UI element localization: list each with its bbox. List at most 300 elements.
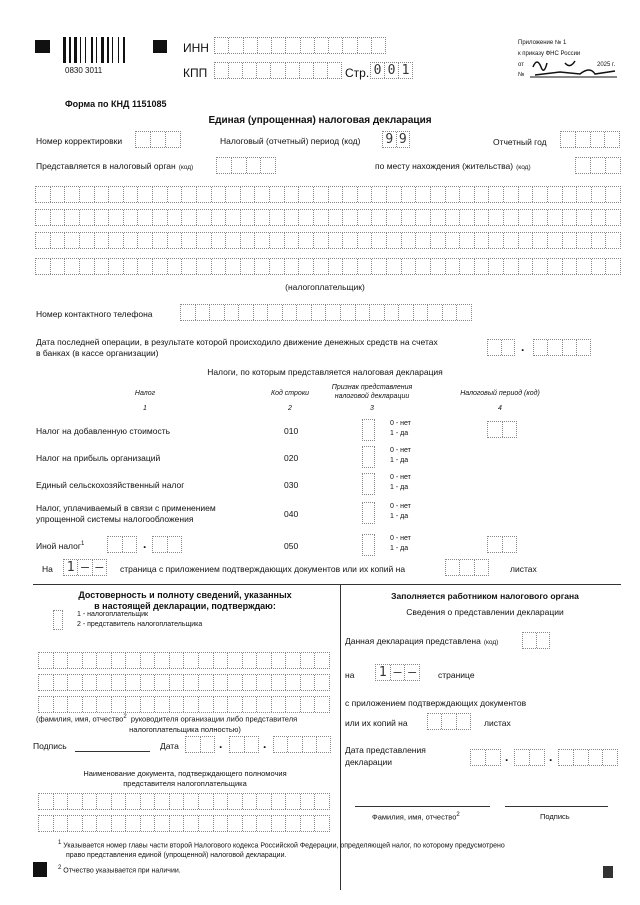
cell[interactable] [126, 653, 141, 668]
submission-code-field[interactable] [522, 632, 550, 649]
cell[interactable] [606, 259, 620, 274]
cell[interactable] [315, 675, 329, 690]
cell[interactable] [343, 210, 358, 225]
cell[interactable] [270, 210, 285, 225]
cell[interactable] [537, 633, 550, 648]
cell[interactable] [170, 675, 185, 690]
date-year-field[interactable] [273, 736, 331, 753]
taxpayer-name-row[interactable] [35, 232, 621, 249]
cell[interactable] [328, 63, 341, 78]
cell[interactable] [228, 675, 243, 690]
cell[interactable] [297, 305, 312, 320]
cell[interactable] [606, 210, 620, 225]
cell[interactable] [519, 233, 534, 248]
cell[interactable] [210, 305, 225, 320]
cell[interactable] [155, 675, 170, 690]
cell[interactable] [126, 697, 141, 712]
cell[interactable] [199, 697, 214, 712]
cell[interactable] [561, 132, 576, 147]
cell[interactable] [51, 259, 66, 274]
cell[interactable] [212, 233, 227, 248]
cell[interactable] [241, 233, 256, 248]
taxpayer-name-row[interactable] [35, 258, 621, 275]
cell[interactable] [402, 233, 417, 248]
cell[interactable] [228, 697, 243, 712]
cell[interactable] [515, 750, 530, 765]
cell[interactable] [124, 210, 139, 225]
cell[interactable] [592, 233, 607, 248]
cell[interactable] [199, 653, 214, 668]
cell[interactable] [83, 653, 98, 668]
cell[interactable] [577, 259, 592, 274]
cell[interactable] [243, 794, 258, 809]
cell[interactable] [326, 305, 341, 320]
cell[interactable] [372, 210, 387, 225]
cell[interactable] [314, 259, 329, 274]
cell[interactable] [68, 675, 83, 690]
cell[interactable] [95, 187, 110, 202]
cell[interactable] [489, 259, 504, 274]
cell[interactable] [475, 210, 490, 225]
cell[interactable] [533, 187, 548, 202]
cell[interactable] [214, 653, 229, 668]
cell[interactable] [428, 305, 443, 320]
cell[interactable] [446, 187, 461, 202]
cell[interactable] [548, 187, 563, 202]
cell[interactable] [255, 259, 270, 274]
cell[interactable] [270, 187, 285, 202]
cell[interactable] [80, 187, 95, 202]
cell[interactable] [329, 210, 344, 225]
cell[interactable] [97, 794, 112, 809]
cell[interactable] [182, 210, 197, 225]
cell[interactable] [519, 187, 534, 202]
cell[interactable] [475, 259, 490, 274]
cell[interactable] [272, 794, 287, 809]
cell[interactable] [184, 816, 199, 831]
cell[interactable] [372, 38, 385, 53]
sheets-count-field[interactable] [445, 559, 489, 576]
cell[interactable] [488, 422, 503, 437]
cell[interactable] [199, 675, 214, 690]
cell[interactable] [141, 816, 156, 831]
cell[interactable] [519, 210, 534, 225]
cell[interactable] [109, 210, 124, 225]
cell[interactable] [519, 259, 534, 274]
cell[interactable] [303, 737, 317, 752]
cell[interactable] [274, 737, 288, 752]
cell[interactable] [123, 537, 137, 552]
tax-period-code-field[interactable] [487, 536, 517, 553]
cell[interactable] [402, 187, 417, 202]
cell[interactable] [372, 187, 387, 202]
cell[interactable] [489, 210, 504, 225]
cell[interactable] [286, 653, 301, 668]
cell[interactable] [241, 259, 256, 274]
cell[interactable] [603, 750, 617, 765]
cell[interactable] [68, 697, 83, 712]
cell[interactable] [343, 233, 358, 248]
cell[interactable] [548, 233, 563, 248]
cell[interactable] [168, 259, 183, 274]
cell[interactable] [363, 474, 374, 494]
cell[interactable] [591, 132, 606, 147]
cell[interactable] [460, 210, 475, 225]
cell[interactable] [387, 210, 402, 225]
cell[interactable] [182, 187, 197, 202]
fio-line[interactable] [355, 806, 490, 807]
cell[interactable] [257, 816, 272, 831]
cell[interactable] [343, 259, 358, 274]
cell[interactable] [576, 132, 591, 147]
cell[interactable] [606, 233, 620, 248]
cell[interactable] [288, 737, 302, 752]
cell[interactable] [286, 697, 301, 712]
cell[interactable] [446, 210, 461, 225]
cell[interactable] [170, 697, 185, 712]
cell[interactable] [270, 233, 285, 248]
cell[interactable] [228, 653, 243, 668]
cell[interactable] [574, 750, 589, 765]
last-operation-month-field[interactable] [487, 339, 515, 356]
cell[interactable] [170, 816, 185, 831]
cell[interactable] [471, 750, 486, 765]
cell[interactable] [317, 737, 330, 752]
cell[interactable] [228, 816, 243, 831]
cell[interactable] [502, 340, 515, 355]
cell[interactable] [285, 210, 300, 225]
submission-flag-field[interactable] [362, 446, 375, 468]
cell[interactable] [141, 697, 156, 712]
cell[interactable] [301, 38, 315, 53]
signer-type-field[interactable] [53, 610, 63, 630]
cell[interactable] [68, 653, 83, 668]
signature-line[interactable] [75, 751, 150, 752]
cell[interactable] [68, 794, 83, 809]
cell[interactable] [226, 210, 241, 225]
cell[interactable] [228, 794, 243, 809]
cell[interactable] [475, 233, 490, 248]
cell[interactable] [197, 233, 212, 248]
cell[interactable] [155, 794, 170, 809]
cell[interactable] [54, 653, 69, 668]
cell[interactable] [446, 233, 461, 248]
cell[interactable] [97, 697, 112, 712]
cell[interactable] [314, 63, 328, 78]
cell[interactable] [402, 259, 417, 274]
other-tax-article-field[interactable] [152, 536, 182, 553]
cell[interactable] [255, 210, 270, 225]
cell[interactable] [124, 187, 139, 202]
cell[interactable] [387, 233, 402, 248]
cell[interactable] [315, 794, 329, 809]
cell[interactable] [343, 38, 357, 53]
document-name-row[interactable] [38, 815, 330, 832]
cell[interactable] [577, 187, 592, 202]
cell[interactable] [126, 816, 141, 831]
cell[interactable] [184, 794, 199, 809]
cell[interactable] [488, 537, 503, 552]
cell[interactable] [215, 63, 229, 78]
cell[interactable] [358, 259, 373, 274]
cell[interactable] [576, 158, 591, 173]
cell[interactable] [229, 63, 243, 78]
cell[interactable] [548, 259, 563, 274]
cell[interactable] [272, 697, 287, 712]
cell[interactable] [36, 187, 51, 202]
cell[interactable] [504, 259, 519, 274]
cell[interactable] [168, 233, 183, 248]
cell[interactable] [314, 210, 329, 225]
cell[interactable] [286, 63, 300, 78]
cell[interactable] [329, 38, 343, 53]
cell[interactable] [170, 794, 185, 809]
cell[interactable] [68, 816, 83, 831]
cell[interactable] [363, 503, 374, 523]
cell[interactable] [166, 132, 180, 147]
cell[interactable] [241, 187, 256, 202]
cell[interactable] [489, 187, 504, 202]
cell[interactable] [592, 187, 607, 202]
signature-line[interactable] [505, 806, 608, 807]
cell[interactable] [214, 675, 229, 690]
cell[interactable] [606, 187, 620, 202]
cell[interactable] [153, 537, 168, 552]
cell[interactable] [36, 233, 51, 248]
cell[interactable] [214, 697, 229, 712]
taxpayer-name-row[interactable] [35, 186, 621, 203]
cell[interactable] [112, 653, 127, 668]
cell[interactable] [329, 233, 344, 248]
cell[interactable] [270, 259, 285, 274]
cell[interactable] [197, 210, 212, 225]
cell[interactable] [168, 187, 183, 202]
cell[interactable] [65, 210, 80, 225]
cell[interactable] [126, 675, 141, 690]
cell[interactable] [358, 233, 373, 248]
cell[interactable] [563, 210, 578, 225]
cell[interactable] [243, 816, 258, 831]
cell[interactable] [155, 697, 170, 712]
cell[interactable] [168, 537, 182, 552]
signer-name-row[interactable] [38, 652, 330, 669]
cell[interactable] [241, 210, 256, 225]
cell[interactable] [286, 675, 301, 690]
cell[interactable] [138, 259, 153, 274]
cell[interactable] [215, 38, 229, 53]
signer-name-row[interactable] [38, 674, 330, 691]
cell[interactable] [153, 187, 168, 202]
cell[interactable] [431, 210, 446, 225]
cell[interactable] [271, 63, 285, 78]
cell[interactable] [591, 158, 606, 173]
cell[interactable] [488, 340, 502, 355]
cell[interactable] [431, 259, 446, 274]
cell[interactable] [416, 187, 431, 202]
cell[interactable] [329, 259, 344, 274]
cell[interactable] [341, 305, 356, 320]
submission-flag-field[interactable] [362, 473, 375, 495]
cell[interactable] [261, 158, 275, 173]
cell[interactable] [181, 305, 196, 320]
signer-name-row[interactable] [38, 696, 330, 713]
cell[interactable] [443, 305, 458, 320]
cell[interactable] [83, 675, 98, 690]
cell[interactable] [431, 233, 446, 248]
cell[interactable] [214, 794, 229, 809]
cell[interactable] [504, 210, 519, 225]
cell[interactable] [184, 697, 199, 712]
cell[interactable] [577, 340, 590, 355]
cell[interactable] [457, 714, 470, 729]
cell[interactable] [285, 233, 300, 248]
cell[interactable] [153, 233, 168, 248]
cell[interactable] [523, 633, 537, 648]
cell[interactable] [563, 187, 578, 202]
cell[interactable] [563, 259, 578, 274]
date-day-field[interactable] [185, 736, 215, 753]
cell[interactable] [51, 233, 66, 248]
cell[interactable] [39, 675, 54, 690]
cell[interactable] [244, 38, 258, 53]
cell[interactable] [385, 305, 400, 320]
cell[interactable] [503, 537, 517, 552]
cell[interactable] [286, 38, 300, 53]
cell[interactable] [475, 560, 488, 575]
cell[interactable] [592, 210, 607, 225]
correction-number-field[interactable] [135, 131, 181, 148]
cell[interactable] [182, 233, 197, 248]
copies-sheets-field[interactable] [427, 713, 471, 730]
cell[interactable] [239, 305, 254, 320]
cell[interactable] [272, 653, 287, 668]
cell[interactable] [36, 259, 51, 274]
phone-field[interactable] [180, 304, 472, 321]
cell[interactable] [214, 816, 229, 831]
cell[interactable] [486, 750, 500, 765]
cell[interactable] [358, 38, 372, 53]
cell[interactable] [533, 259, 548, 274]
cell[interactable] [257, 63, 271, 78]
cell[interactable] [199, 794, 214, 809]
cell[interactable] [489, 233, 504, 248]
cell[interactable] [268, 305, 283, 320]
taxpayer-name-row[interactable] [35, 209, 621, 226]
cell[interactable] [257, 675, 272, 690]
cell[interactable] [39, 794, 54, 809]
cell[interactable] [112, 697, 127, 712]
cell[interactable] [138, 233, 153, 248]
cell[interactable] [168, 210, 183, 225]
cell[interactable] [65, 187, 80, 202]
cell[interactable] [54, 697, 69, 712]
cell[interactable] [226, 259, 241, 274]
cell[interactable] [416, 233, 431, 248]
cell[interactable] [95, 259, 110, 274]
cell[interactable] [399, 305, 414, 320]
cell[interactable] [563, 233, 578, 248]
cell[interactable] [475, 187, 490, 202]
cell[interactable] [212, 259, 227, 274]
authority-code-field[interactable] [216, 157, 276, 174]
cell[interactable] [182, 259, 197, 274]
cell[interactable] [387, 187, 402, 202]
cell[interactable] [257, 794, 272, 809]
cell[interactable] [197, 187, 212, 202]
cell[interactable] [301, 697, 316, 712]
cell[interactable] [83, 697, 98, 712]
last-operation-year-field[interactable] [533, 339, 591, 356]
cell[interactable] [112, 794, 127, 809]
submission-flag-field[interactable] [362, 534, 375, 556]
cell[interactable] [124, 233, 139, 248]
cell[interactable] [243, 675, 258, 690]
cell[interactable] [138, 187, 153, 202]
cell[interactable] [285, 259, 300, 274]
cell[interactable] [229, 38, 243, 53]
cell[interactable] [286, 794, 301, 809]
cell[interactable] [589, 750, 604, 765]
cell[interactable] [232, 158, 247, 173]
cell[interactable] [460, 560, 474, 575]
date-month-field[interactable] [229, 736, 259, 753]
cell[interactable] [431, 187, 446, 202]
cell[interactable] [363, 420, 374, 440]
cell[interactable] [299, 233, 314, 248]
cell[interactable] [201, 737, 215, 752]
cell[interactable] [138, 210, 153, 225]
cell[interactable] [356, 305, 371, 320]
cell[interactable] [54, 611, 62, 629]
cell[interactable] [230, 737, 245, 752]
cell[interactable] [212, 187, 227, 202]
cell[interactable] [112, 816, 127, 831]
location-code-field[interactable] [575, 157, 621, 174]
cell[interactable] [416, 259, 431, 274]
cell[interactable] [95, 210, 110, 225]
cell[interactable] [605, 132, 619, 147]
cell[interactable] [402, 210, 417, 225]
cell[interactable] [299, 259, 314, 274]
cell[interactable] [199, 816, 214, 831]
cell[interactable] [153, 259, 168, 274]
cell[interactable] [247, 158, 262, 173]
cell[interactable] [548, 210, 563, 225]
cell[interactable] [141, 794, 156, 809]
cell[interactable] [80, 233, 95, 248]
cell[interactable] [363, 535, 374, 555]
cell[interactable] [370, 305, 385, 320]
cell[interactable] [460, 259, 475, 274]
cell[interactable] [109, 187, 124, 202]
cell[interactable] [503, 422, 517, 437]
cell[interactable] [186, 737, 201, 752]
cell[interactable] [504, 187, 519, 202]
cell[interactable] [196, 305, 211, 320]
cell[interactable] [225, 305, 240, 320]
cell[interactable] [39, 697, 54, 712]
cell[interactable] [226, 187, 241, 202]
cell[interactable] [416, 210, 431, 225]
submission-day-field[interactable] [470, 749, 501, 766]
cell[interactable] [457, 305, 471, 320]
cell[interactable] [312, 305, 327, 320]
cell[interactable] [301, 675, 316, 690]
document-name-row[interactable] [38, 793, 330, 810]
cell[interactable] [141, 653, 156, 668]
cell[interactable] [124, 259, 139, 274]
cell[interactable] [428, 714, 442, 729]
